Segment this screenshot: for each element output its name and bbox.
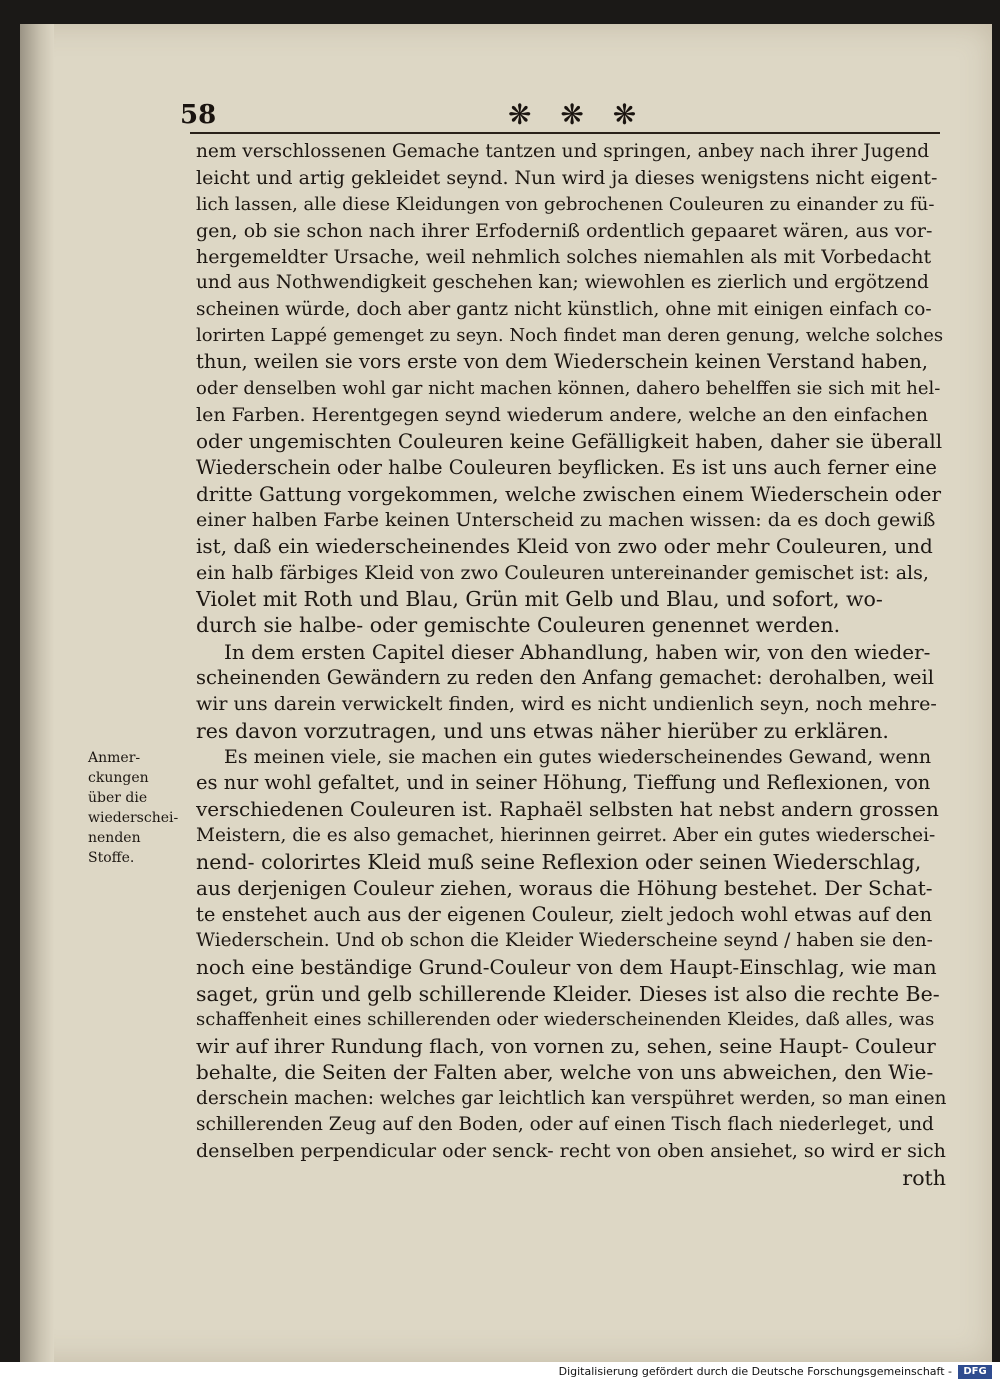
- body-text: [196, 139, 946, 1191]
- text-line: res davon vorzutragen, und uns etwas näher hierüber zu erklären.: [196, 718, 889, 743]
- text-line: schillerenden Zeug auf den Boden, oder auf einen Tisch flach niederleget, und: [196, 1113, 934, 1135]
- text-line: behalte, die Seiten der Falten aber, welche von uns abweichen, den Wie-: [196, 1060, 934, 1085]
- text-line: te enstehet auch aus der eigenen Couleur, zielt jedoch wohl etwas auf den: [196, 902, 933, 926]
- margin-note-line: Stoffe.: [88, 850, 135, 866]
- text-line: verschiedenen Couleuren ist. Raphaël selbsten hat nebst andern grossen: [196, 797, 939, 822]
- text-line: schaffenheit eines schillerenden oder wiederscheinenden Kleides, daß alles, was: [196, 1008, 935, 1030]
- text-line: len Farben. Herentgegen seynd wiederum andere, welche an den einfachen: [196, 403, 928, 426]
- paragraph-start-line: Es meinen viele, sie machen ein gutes wiederscheinendes Gewand, wenn: [224, 745, 932, 768]
- text-line: oder denselben wohl gar nicht machen können, dahero behelffen sie sich mit hel-: [196, 377, 941, 399]
- text-line: oder ungemischten Couleuren keine Gefälligkeit haben, daher sie überall: [196, 429, 943, 454]
- text-line: Meistern, die es also gemachet, hierinnen geirret. Aber ein gutes wiederschei-: [196, 824, 936, 846]
- page-gutter: [20, 24, 54, 1362]
- catchword: roth: [902, 1165, 946, 1190]
- text-line: saget, grün und gelb schillerende Kleider. Dieses ist also die rechte Be-: [196, 981, 940, 1006]
- text-line: scheinen würde, doch aber gantz nicht künstlich, ohne mit einigen einfach co-: [196, 298, 932, 320]
- text-line: Wiederschein. Und ob schon die Kleider Wiederscheine seynd / haben sie den-: [196, 929, 933, 951]
- text-line: ein halb färbiges Kleid von zwo Couleuren untereinander gemischet ist: als,: [196, 561, 929, 584]
- text-line: noch eine beständige Grund-Couleur von dem Haupt-Einschlag, wie man: [196, 955, 937, 980]
- text-line: dritte Gattung vorgekommen, welche zwischen einem Wiederschein oder: [196, 481, 942, 506]
- text-line: derschein machen: welches gar leichtlich kan verspühret werden, so man einen: [196, 1087, 946, 1109]
- margin-note-line: Anmer-: [88, 750, 141, 766]
- text-line: und aus Nothwendigkeit geschehen kan; wiewohlen es zierlich und ergötzend: [196, 272, 929, 294]
- text-line: es nur wohl gefaltet, und in seiner Höhung, Tieffung und Reflexionen, von: [196, 771, 931, 795]
- header-ornament: ❋ ❋ ❋: [508, 98, 647, 131]
- text-line: Wiederschein oder halbe Couleuren beyflicken. Es ist uns auch ferner eine: [196, 455, 937, 479]
- header-rule: [190, 132, 940, 134]
- margin-note: [88, 748, 188, 868]
- page-number: 58: [180, 100, 217, 130]
- text-line: durch sie halbe- oder gemischte Couleuren genennet werden.: [196, 613, 841, 638]
- text-line: scheinenden Gewändern zu reden den Anfang gemachet: derohalben, weil: [196, 665, 934, 689]
- margin-note-line: ckungen: [88, 770, 149, 786]
- funding-credit: Digitalisierung gefördert durch die Deutsche Forschungsgemeinschaft -: [558, 1365, 952, 1378]
- text-line: thun, weilen sie vors erste von dem Wiederschein keinen Verstand haben,: [196, 350, 928, 374]
- text-line: nend- colorirtes Kleid muß seine Reflexion oder seinen Wiederschlag,: [196, 850, 922, 875]
- text-line: denselben perpendicular oder senck- recht von oben ansiehet, so wird er sich: [196, 1140, 946, 1163]
- margin-note-line: über die: [88, 790, 148, 806]
- margin-note-line: wiederschei-: [88, 810, 179, 826]
- text-line: nem verschlossenen Gemache tantzen und springen, anbey nach ihrer Jugend: [196, 141, 930, 162]
- footer-bar: [0, 1362, 1000, 1383]
- dfg-logo-icon: DFG: [958, 1365, 992, 1379]
- text-line: Violet mit Roth und Blau, Grün mit Gelb und Blau, und sofort, wo-: [196, 587, 883, 612]
- text-line: hergemeldter Ursache, weil nehmlich solches niemahlen als mit Vorbedacht: [196, 246, 932, 269]
- text-line: lorirten Lappé gemenget zu seyn. Noch findet man deren genung, welche solches: [196, 325, 944, 347]
- margin-note-line: nenden: [88, 830, 141, 846]
- text-line: wir uns darein verwickelt finden, wird es nicht undienlich seyn, noch mehre-: [196, 693, 937, 716]
- text-line: einer halben Farbe keinen Unterscheid zu machen wissen: da es doch gewiß: [196, 509, 936, 532]
- text-line: leicht und artig gekleidet seynd. Nun wird ja dieses wenigstens nicht eigent-: [196, 167, 938, 190]
- text-line: wir auf ihrer Rundung flach, von vornen zu, sehen, seine Haupt- Couleur: [196, 1034, 936, 1059]
- paragraph-start-line: In dem ersten Capitel dieser Abhandlung, haben wir, von den wieder-: [224, 639, 931, 664]
- text-line: gen, ob sie schon nach ihrer Erfoderniß ordentlich gepaaret wären, aus vor-: [196, 219, 933, 242]
- text-line: aus derjenigen Couleur ziehen, woraus die Höhung bestehet. Der Schat-: [196, 876, 933, 901]
- text-line: ist, daß ein wiederscheinendes Kleid von zwo oder mehr Couleuren, und: [196, 534, 933, 559]
- text-line: lich lassen, alle diese Kleidungen von gebrochenen Couleuren zu einander zu fü-: [196, 193, 935, 215]
